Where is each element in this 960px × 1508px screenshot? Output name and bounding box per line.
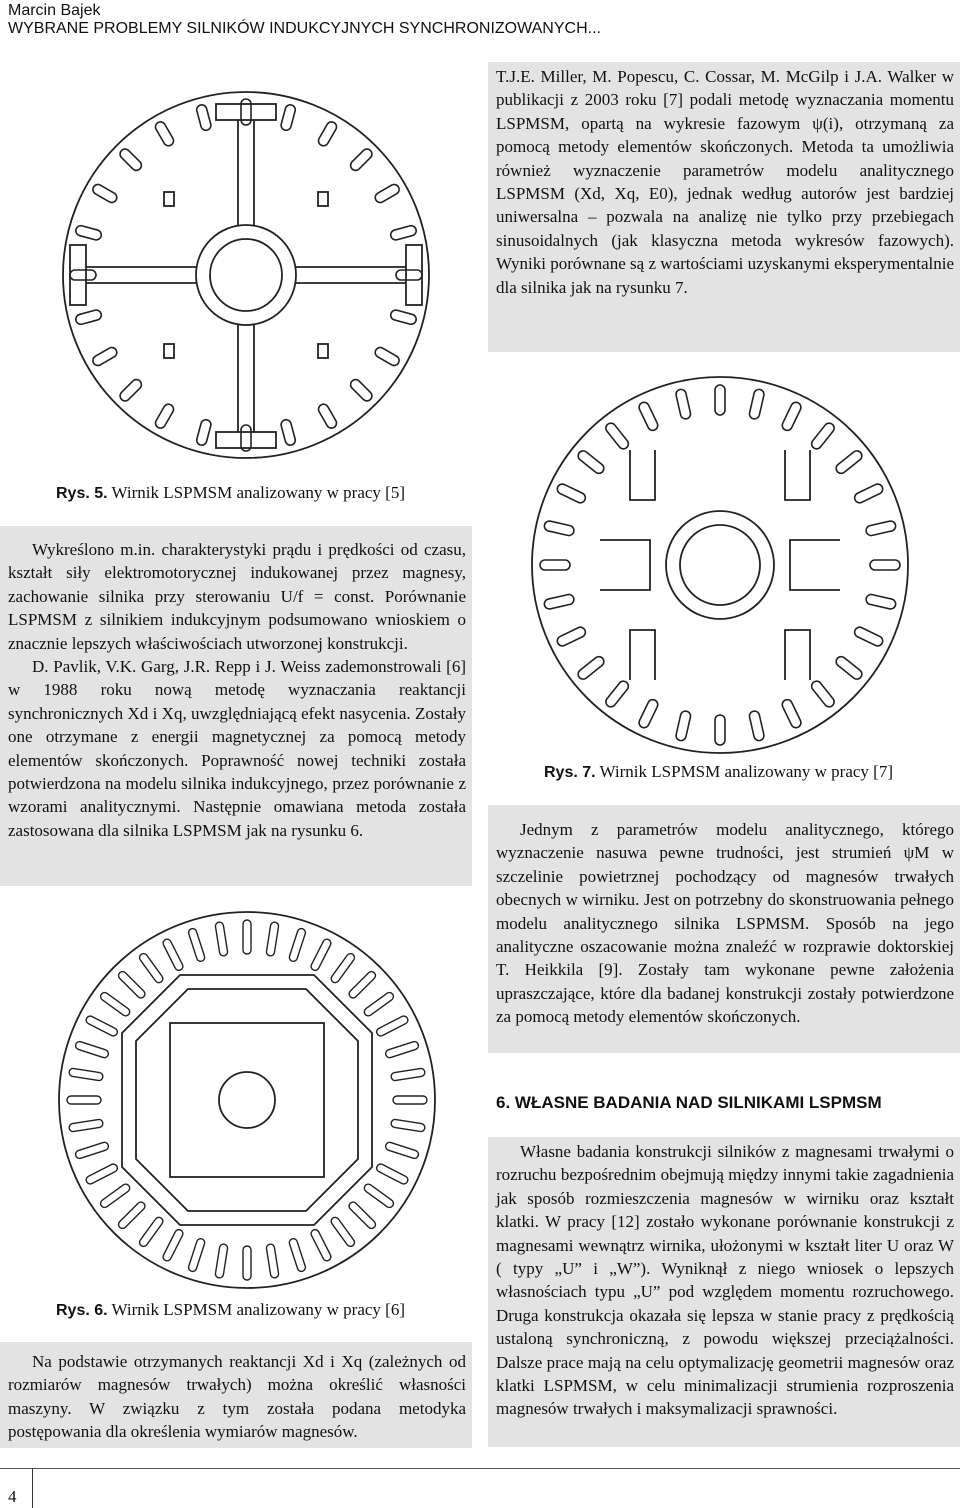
rotor-bar-slot xyxy=(375,1163,409,1186)
section-heading: 6. WŁASNE BADANIA NAD SILNIKAMI LSPMSM xyxy=(496,1093,882,1112)
figure-6-rotor xyxy=(50,905,445,1295)
rotor-bar-slot xyxy=(865,594,896,610)
rotor-bar-slot xyxy=(75,1141,110,1159)
rotor-bar-slot xyxy=(675,710,691,741)
rotor-bar-slot xyxy=(154,120,176,148)
footer-divider xyxy=(32,1468,33,1508)
rotor-bar-slot xyxy=(310,1228,333,1262)
rotor-bar-slot xyxy=(385,1041,420,1059)
rotor-bar-slot xyxy=(85,1163,119,1186)
rotor-bar-slot xyxy=(69,1119,104,1132)
figure-5-rotor xyxy=(56,80,436,470)
rotor-bar-slot xyxy=(853,482,884,504)
figure-7-rotor xyxy=(500,370,940,760)
rotor-bar-slot xyxy=(288,1238,306,1273)
rotor-bar-slot xyxy=(347,970,377,1000)
rotor-bar-slot xyxy=(391,1068,426,1081)
left-para3-text: Na podstawie otrzymanych reaktancji Xd i Xq (zależnych od rozmiarów magnesów trwałych) można określić własności maszyny. W związku z tym została podana metodyka postępowania dla określenia wymiarów magnesów. xyxy=(8,1352,466,1442)
figure-6-label: Rys. 6. xyxy=(56,1302,108,1319)
running-header xyxy=(8,2,601,38)
rotor-bar-slot xyxy=(215,922,228,957)
rotor-bar-slot xyxy=(396,270,422,280)
rotor-bar-slot xyxy=(317,120,339,148)
rotor-bar-slot xyxy=(70,270,96,280)
rotor-bar-slot xyxy=(385,1141,420,1159)
rotor-bar-slot xyxy=(288,928,306,963)
rotor-bar-slot xyxy=(91,346,119,368)
rotor-bar-slot xyxy=(543,594,574,610)
right-para3-text: Własne badania konstrukcji silników z magnesami trwałymi o rozruchu bezpośrednim obejmują między innymi takie zagadnienia jak sposób rozmieszczenia magnesów w wirniku oraz kształt klatki. W pracy [12] zostało wykonane porównanie konstrukcji z magnesami wewnątrz wirnika, ułożonymi w kształt liter U oraz W ( typy „U” i „W”). Wyniknął z niego wniosek o lepszych własnościach typu „U” pod względem momentu rozruchowego. Druga konstrukcja okazała się lepsza w stanie pracy z prędkością ustaloną synchroniczną, z powodu większej przeciążalności. Dalsze prace mają na celu optymalizację geometrii magnesów oraz klatki LSPMSM, w celu minimalizacji strumienia rozproszenia magnesów trwałych i maksymalizacji sprawności. xyxy=(496,1142,954,1419)
rotor-bar-slot xyxy=(363,1183,395,1209)
header-title: WYBRANE PROBLEMY SILNIKÓW INDUKCYJNYCH SYNCHRONIZOWANYCH... xyxy=(8,20,601,37)
right-para2-text: Jednym z parametrów modelu analitycznego, którego wyznaczenie nasuwa pewne trudności, jest strumień ψM w szczelinie powietrznej pochodzący od magnesów trwałych obecnych w wirniku. Jest on potrzebny do skonstruowania pełnego modelu analitycznego silnika LSPMSM. Sposób na jego analityczne oszacowanie można znaleźć w rozprawie doktorskiej T. Heikkila [9]. Zostały tam wykonane pewne założenia upraszczające, które dla badanej konstrukcji zostały potwierdzone za pomocą metody elementów skończonych. xyxy=(496,820,954,1027)
rotor-bar-slot xyxy=(834,449,864,476)
figure-7-text: Wirnik LSPMSM analizowany w pracy [7] xyxy=(599,762,894,781)
rotor-bar-slot xyxy=(310,938,333,972)
rotor-bar-slot xyxy=(196,419,212,447)
rotor-bar-slot xyxy=(715,385,725,415)
rotor-bar-slot xyxy=(349,147,374,172)
figure-5-text: Wirnik LSPMSM analizowany w pracy [5] xyxy=(111,483,406,502)
figure-5-caption xyxy=(56,483,405,504)
rotor-bar-slot xyxy=(556,626,587,648)
rotor-bar-slot xyxy=(865,520,896,536)
rotor-bar-slot xyxy=(317,402,339,430)
rotor-bar-slot xyxy=(330,1216,356,1248)
rotor-bar-slot xyxy=(347,1200,377,1230)
rotor-bar-slot xyxy=(85,1015,119,1038)
rotor-bar-slot xyxy=(834,655,864,682)
rotor-bar-slot xyxy=(540,560,570,570)
rotor-bar-slot xyxy=(67,1096,101,1104)
rotor-bar-slot xyxy=(266,1244,279,1279)
left-para2-text: D. Pavlik, V.K. Garg, J.R. Repp i J. Weiss zademonstrowali [6] w 1988 roku nową metodę wyznaczania reaktancji synchronicznych Xd i Xq, uwzględniającą efekt nasycenia. Zostały one otrzymane z energii magnetycznej za pomocą metody elementów skończonych. Poprawność nowej techniki została potwierdzona na modelu silnika indukcyjnego, przez porównanie z wzorami analitycznymi. Następnie omawiana metoda została zastosowana dla silnika LSPMSM jak na rysunku 6. xyxy=(8,657,466,840)
rotor-bar-slot xyxy=(99,991,131,1017)
rotor-bar-slot xyxy=(363,991,395,1017)
rotor-bar-slot xyxy=(391,1119,426,1132)
rotor-bar-slot xyxy=(243,920,251,954)
rotor-bar-slot xyxy=(280,104,296,132)
rotor-bar-slot xyxy=(749,388,765,419)
rotor-bar-slot xyxy=(373,346,401,368)
rotor-bar-slot xyxy=(118,147,143,172)
rotor-bar-slot xyxy=(91,183,119,205)
rotor-bar-slot xyxy=(393,1096,427,1104)
rotor-bar-slot xyxy=(853,626,884,648)
rotor-bar-slot xyxy=(390,225,418,241)
rotor-bar-slot xyxy=(117,970,147,1000)
header-author: Marcin Bajek xyxy=(8,2,101,19)
rotor-bar-slot xyxy=(675,388,691,419)
rotor-bar-slot xyxy=(154,402,176,430)
left-paragraphs xyxy=(8,538,466,842)
right-paragraph-2 xyxy=(496,818,954,1029)
rotor-bar-slot xyxy=(99,1183,131,1209)
rotor-bar-slot xyxy=(349,378,374,403)
rotor-bar-slot xyxy=(390,309,418,325)
right-paragraph-3 xyxy=(496,1140,954,1421)
left-paragraph-3 xyxy=(8,1350,466,1444)
rotor-bar-slot xyxy=(243,1246,251,1280)
right-paragraph-1 xyxy=(496,65,954,299)
rotor-bar-slot xyxy=(375,1015,409,1038)
page-number: 4 xyxy=(8,1487,17,1506)
rotor-bar-slot xyxy=(75,1041,110,1059)
rotor-bar-slot xyxy=(215,1244,228,1279)
rotor-bar-slot xyxy=(576,449,606,476)
rotor-bar-slot xyxy=(117,1200,147,1230)
rotor-bar-slot xyxy=(188,928,206,963)
figure-6-text: Wirnik LSPMSM analizowany w pracy [6] xyxy=(111,1300,406,1319)
rotor-bar-slot xyxy=(280,419,296,447)
rotor-bar-slot xyxy=(196,104,212,132)
rotor-bar-slot xyxy=(810,679,837,709)
rotor-bar-slot xyxy=(118,378,143,403)
rotor-bar-slot xyxy=(810,421,837,451)
rotor-bar-slot xyxy=(870,560,900,570)
rotor-bar-slot xyxy=(138,1216,164,1248)
rotor-bar-slot xyxy=(576,655,606,682)
rotor-bar-slot xyxy=(138,952,164,984)
rotor-bar-slot xyxy=(637,698,659,729)
figure-5-label: Rys. 5. xyxy=(56,485,108,502)
left-para1-text: Wykreślono m.in. charakterystyki prądu i prędkości od czasu, kształt siły elektromotorycznej indukowanej przez magnesy, zachowanie silnika przy sterowaniu U/f = const. Porównanie LSPMSM z silnikiem indukcyjnym podsumowano wnioskiem o znacznie lepszych właściwościach utworzonej konstrukcji. xyxy=(8,540,466,653)
rotor-bar-slot xyxy=(749,710,765,741)
rotor-bar-slot xyxy=(266,922,279,957)
rotor-bar-slot xyxy=(604,421,631,451)
rotor-bar-slot xyxy=(162,1228,185,1262)
rotor-bar-slot xyxy=(188,1238,206,1273)
footer-rule xyxy=(0,1468,960,1469)
rotor-bar-slot xyxy=(75,225,103,241)
rotor-bar-slot xyxy=(781,401,803,432)
rotor-bar-slot xyxy=(543,520,574,536)
rotor-bar-slot xyxy=(330,952,356,984)
figure-7-caption xyxy=(544,762,893,783)
rotor-bar-slot xyxy=(556,482,587,504)
figure-6-caption xyxy=(56,1300,405,1321)
rotor-bar-slot xyxy=(715,715,725,745)
rotor-bar-slot xyxy=(162,938,185,972)
rotor-bar-slot xyxy=(373,183,401,205)
rotor-bar-slot xyxy=(637,401,659,432)
figure-7-label: Rys. 7. xyxy=(544,764,596,781)
rotor-bar-slot xyxy=(604,679,631,709)
rotor-bar-slot xyxy=(69,1068,104,1081)
right-para1-text: T.J.E. Miller, M. Popescu, C. Cossar, M. McGilp i J.A. Walker w publikacji z 2003 roku [7] podali metodę wyznaczania momentu LSPMSM, opartą na wykresie fazowym ψ(i), otrzymaną za pomocą metody elementów skończonych. Metoda ta umożliwia również wyznaczenie parametrów modelu analitycznego LSPMSM (Xd, Xq, E0), jednak według autorów jest bardziej uniwersalna – pozwala na analizę nie tylko przy przebiegach sinusoidalnych (jak klasyczna metoda wykresów fazowych). Wyniki porównane są z wartościami uzyskanymi eksperymentalnie dla silnika jak na rysunku 7. xyxy=(496,67,954,297)
rotor-bar-slot xyxy=(75,309,103,325)
rotor-bar-slot xyxy=(241,99,251,125)
rotor-bar-slot xyxy=(781,698,803,729)
